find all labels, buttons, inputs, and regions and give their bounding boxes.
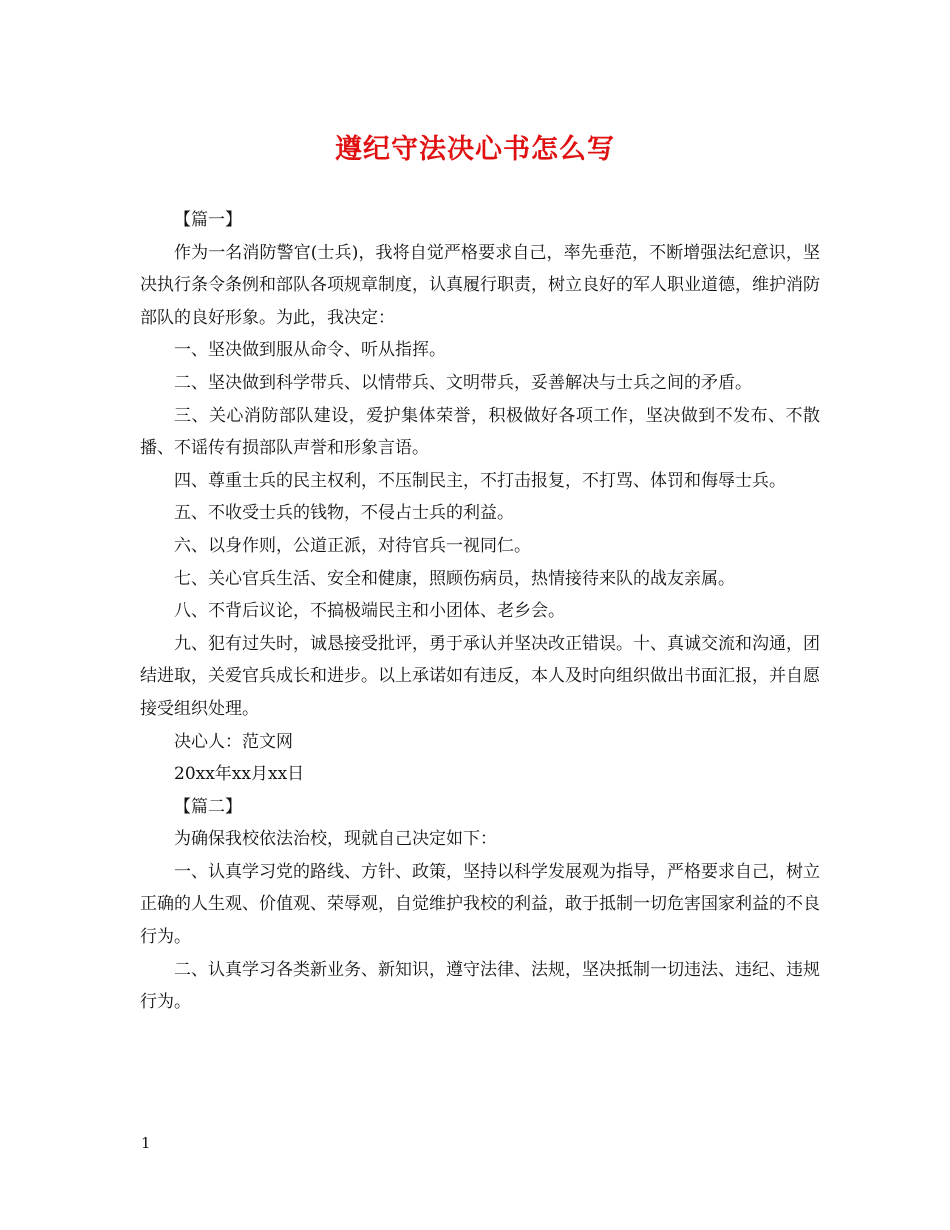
pledge-item-5: 五、不收受士兵的钱物，不侵占士兵的利益。 (174, 503, 514, 524)
section-heading-1: 【篇一】 (174, 210, 242, 230)
pledge-item-9: 九、犯有过失时，诚恳接受批评，勇于承认并坚决改正错误。十、真诚交流和沟通，团结进取，关爱官兵成长和进步。以上承诺如有违反，本人及时向组织做出书面汇报，并自愿接受组织处理。 (140, 633, 820, 719)
page-number: 1 (141, 1134, 151, 1152)
pledge-item-8: 八、不背后议论，不搞极端民主和小团体、老乡会。 (174, 601, 565, 622)
pledge-item-1: 一、坚决做到服从命令、听从指挥。 (174, 340, 446, 361)
pledge-item-4: 四、尊重士兵的民主权利，不压制民主，不打击报复，不打骂、体罚和侮辱士兵。 (174, 470, 786, 491)
document-title: 遵纪守法决心书怎么写 (335, 134, 615, 165)
signature-line: 决心人：范文网 (174, 731, 293, 752)
date-line: 20xx年xx月xx日 (174, 764, 305, 785)
pledge-item-7: 七、关心官兵生活、安全和健康，照顾伤病员，热情接待来队的战友亲属。 (174, 568, 735, 589)
intro-paragraph-2: 为确保我校依法治校，现就自己决定如下： (174, 829, 497, 850)
section-heading-2: 【篇二】 (174, 796, 242, 817)
document-body (140, 204, 820, 1019)
pledge-item-6: 六、以身作则，公道正派，对待官兵一视同仁。 (174, 535, 531, 556)
pledge-item-2: 二、坚决做到科学带兵、以情带兵、文明带兵，妥善解决与士兵之间的矛盾。 (174, 372, 752, 393)
pledge-item-3: 三、关心消防部队建设，爱护集体荣誉，积极做好各项工作，坚决做到不发布、不散播、不谣传有损部队声誉和形象言语。 (140, 405, 820, 459)
resolution-item-2: 二、认真学习各类新业务、新知识，遵守法律、法规，坚决抵制一切违法、违纪、违规行为。 (140, 959, 820, 1013)
resolution-item-1: 一、认真学习党的路线、方针、政策，坚持以科学发展观为指导，严格要求自己，树立正确的人生观、价值观、荣辱观，自觉维护我校的利益，敢于抵制一切危害国家利益的不良行为。 (140, 861, 820, 948)
intro-paragraph-1: 作为一名消防警官(士兵)，我将自觉严格要求自己，率先垂范，不断增强法纪意识，坚决执行条令条例和部队各项规章制度，认真履行职责，树立良好的军人职业道德，维护消防部队的良好形象。为此，我决定： (140, 242, 820, 328)
